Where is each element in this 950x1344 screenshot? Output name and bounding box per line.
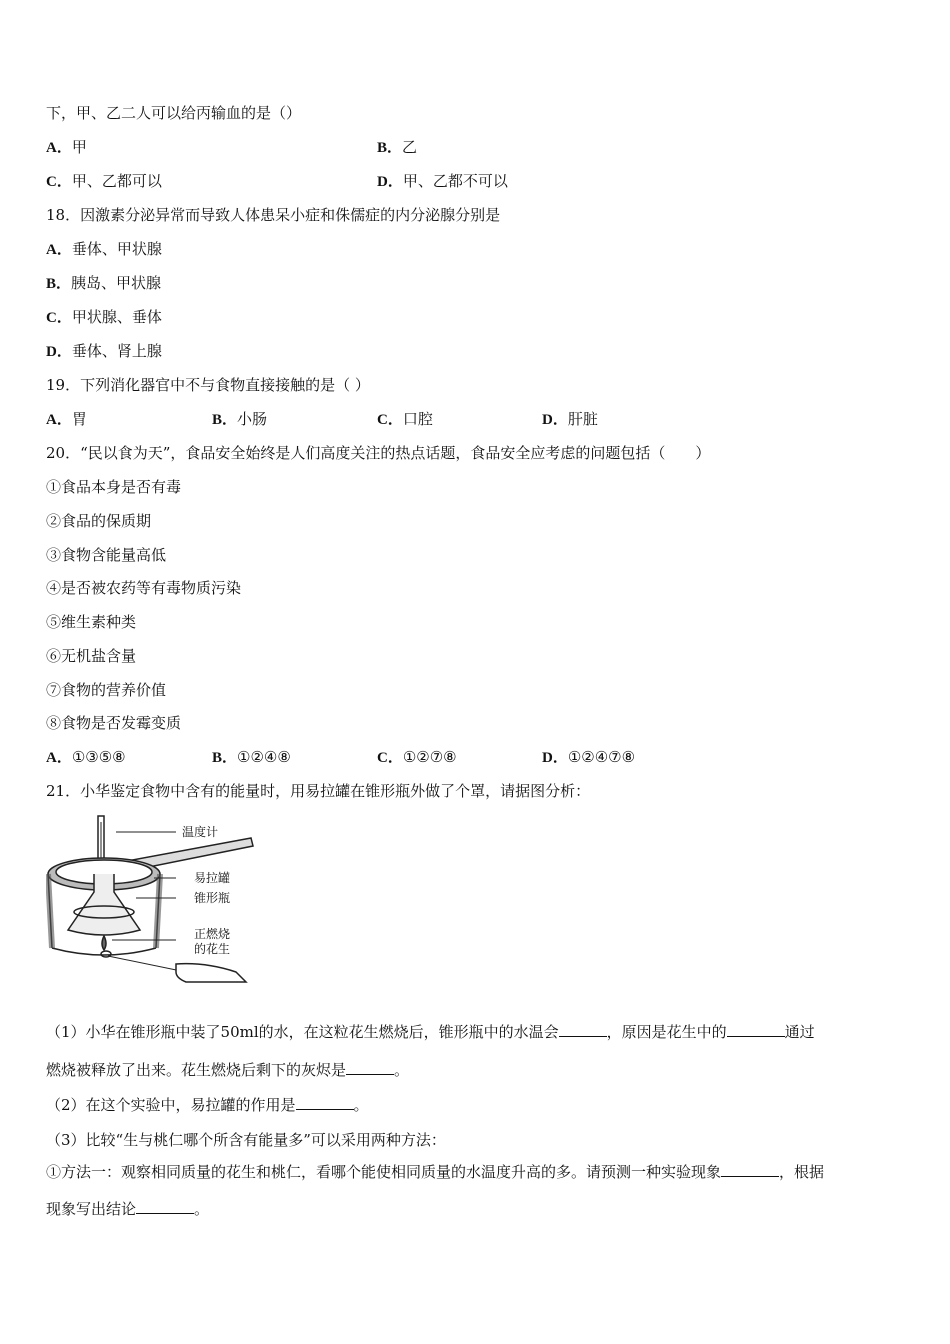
answer-blank[interactable] bbox=[727, 1022, 785, 1037]
q20-item: ⑤维生素种类 bbox=[46, 613, 137, 631]
q20-item: ⑧食物是否发霉变质 bbox=[46, 714, 182, 732]
q19-option-b[interactable]: B．小肠 bbox=[212, 410, 268, 428]
q17-stem: 下，甲、乙二人可以给丙输血的是（） bbox=[46, 104, 302, 122]
q20-option-a[interactable]: A．①③⑤⑧ bbox=[46, 748, 126, 766]
q19-option-d[interactable]: D．肝脏 bbox=[542, 410, 598, 428]
label-thermometer: 温度计 bbox=[182, 825, 219, 839]
q20-option-d[interactable]: D．①②④⑦⑧ bbox=[542, 748, 636, 766]
answer-blank[interactable] bbox=[559, 1022, 607, 1037]
q20-item: ③食物含能量高低 bbox=[46, 546, 167, 564]
experiment-figure bbox=[46, 812, 286, 987]
label-flask: 锥形瓶 bbox=[194, 891, 231, 905]
q20-item: ⑥无机盐含量 bbox=[46, 647, 137, 665]
q21-method1-line1: ①方法一：观察相同质量的花生和桃仁，看哪个能使相同质量的水温度升高的多。请预测一种实验现象 ，根据 bbox=[46, 1163, 825, 1181]
q21-part1-line1: （1）小华在锥形瓶中装了50ml的水，在这粒花生燃烧后，锥形瓶中的水温会 ，原因是花生中的 通过 bbox=[46, 1023, 815, 1041]
q21-part3: （3）比较“生与桃仁哪个所含有能量多”可以采用两种方法： bbox=[46, 1131, 446, 1149]
q18-option-d[interactable]: D．垂体、肾上腺 bbox=[46, 342, 162, 360]
q20-stem: 20．“民以食为天”，食品安全始终是人们高度关注的热点话题，食品安全应考虑的问题包括（ ） bbox=[46, 444, 711, 462]
q20-options bbox=[46, 747, 906, 768]
q20-option-b[interactable]: B．①②④⑧ bbox=[212, 748, 291, 766]
q18-stem: 18．因激素分泌异常而导致人体患呆小症和侏儒症的内分泌腺分别是 bbox=[46, 206, 501, 224]
q18-option-a[interactable]: A．垂体、甲状腺 bbox=[46, 240, 162, 258]
option-a[interactable]: A．甲 bbox=[46, 138, 87, 156]
q21-part2: （2）在这个实验中，易拉罐的作用是 。 bbox=[46, 1096, 369, 1114]
option-b[interactable]: B．乙 bbox=[377, 138, 418, 156]
label-peanut: 的花生 bbox=[194, 942, 231, 956]
q21-part1-line2: 燃烧被释放了出来。花生燃烧后剩下的灰烬是 。 bbox=[46, 1061, 410, 1079]
q21-method1-line2: 现象写出结论 。 bbox=[46, 1200, 210, 1218]
answer-blank[interactable] bbox=[721, 1162, 779, 1177]
answer-blank[interactable] bbox=[296, 1095, 354, 1110]
q20-item: ②食品的保质期 bbox=[46, 512, 152, 530]
option-d[interactable]: D．甲、乙都不可以 bbox=[377, 172, 508, 190]
q19-options bbox=[46, 409, 906, 430]
q18-option-c[interactable]: C．甲状腺、垂体 bbox=[46, 308, 162, 326]
q17-options-row2 bbox=[46, 171, 906, 192]
q19-option-c[interactable]: C．口腔 bbox=[377, 410, 433, 428]
label-can: 易拉罐 bbox=[194, 871, 231, 885]
q17-options-row1 bbox=[46, 137, 906, 158]
q19-stem: 19．下列消化器官中不与食物直接接触的是（ ） bbox=[46, 376, 370, 394]
q20-item: ①食品本身是否有毒 bbox=[46, 478, 182, 496]
q20-item: ④是否被农药等有毒物质污染 bbox=[46, 579, 242, 597]
label-burning: 正燃烧 bbox=[194, 927, 231, 941]
q20-option-c[interactable]: C．①②⑦⑧ bbox=[377, 748, 457, 766]
option-c[interactable]: C．甲、乙都可以 bbox=[46, 172, 162, 190]
q19-option-a[interactable]: A．胃 bbox=[46, 410, 87, 428]
q18-option-b[interactable]: B．胰岛、甲状腺 bbox=[46, 274, 162, 292]
q21-stem: 21．小华鉴定食物中含有的能量时，用易拉罐在锥形瓶外做了个罩，请据图分析： bbox=[46, 782, 591, 800]
answer-blank[interactable] bbox=[136, 1199, 194, 1214]
q20-item: ⑦食物的营养价值 bbox=[46, 681, 167, 699]
answer-blank[interactable] bbox=[346, 1060, 394, 1075]
